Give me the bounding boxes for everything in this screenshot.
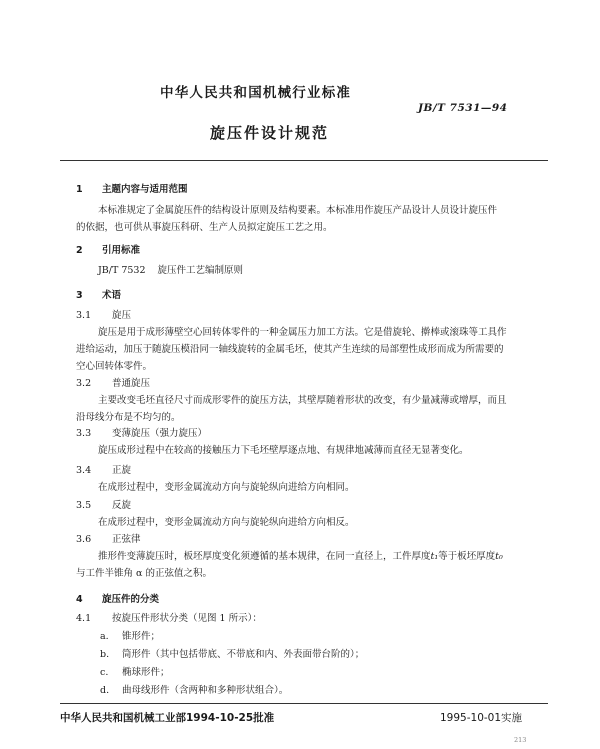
term-number: 3.4	[76, 465, 92, 476]
term-3-3-line-1: 旋压成形过程中在较高的接触压力下毛坯壁厚逐点地、有规律地减薄而直径无显著变化。	[98, 445, 469, 456]
section-1-line-2: 的依据，也可供从事旋压科研、生产人员拟定旋压工艺之用。	[76, 222, 333, 233]
list-item-label: d.	[100, 685, 110, 696]
section-3-heading	[76, 287, 121, 301]
term-number: 3.1	[76, 310, 92, 321]
subsection-4-1	[76, 610, 262, 627]
section-title: 引用标准	[102, 245, 141, 256]
footer-divider	[60, 703, 548, 704]
list-item	[100, 646, 364, 663]
list-item	[100, 628, 160, 645]
term-name: 变薄旋压（强力旋压）	[112, 428, 208, 439]
section-1-heading	[76, 181, 188, 195]
list-item	[100, 664, 170, 681]
term-3-1-line-3: 空心回转体零件。	[76, 361, 153, 372]
approval-line: 中华人民共和国机械工业部1994-10-25批准	[60, 712, 275, 724]
term-3-4-heading	[76, 462, 131, 479]
reference-standard	[98, 262, 243, 279]
term-number: 3.5	[76, 500, 92, 511]
symbol-t0: t₀	[495, 551, 503, 562]
term-number: 3.2	[76, 378, 92, 389]
list-item-label: b.	[100, 649, 110, 660]
term-3-3-heading	[76, 425, 207, 442]
term-3-6-line-2: 与工件半锥角 α 的正弦值之积。	[76, 568, 212, 579]
industry-standard-header: 中华人民共和国机械行业标准	[160, 85, 352, 101]
page-number: 213	[514, 736, 527, 744]
term-3-6-text-b: 等于板坯厚度	[438, 551, 496, 562]
list-item-text: 筒形件（其中包括带底、不带底和内、外表面带台阶的）；	[122, 649, 365, 660]
term-3-1-heading	[76, 307, 131, 324]
term-name: 反旋	[112, 500, 132, 511]
term-3-2-line-1: 主要改变毛坯直径尺寸而成形零件的旋压方法，其壁厚随着形状的改变，有少量减薄或增厚，而且	[98, 395, 507, 406]
term-3-4-line-1: 在成形过程中，变形金属流动方向与旋轮纵向进给方向相同。	[98, 482, 355, 493]
term-number: 3.3	[76, 428, 92, 439]
term-number: 3.6	[76, 534, 92, 545]
section-1-line-1: 本标准规定了金属旋压件的结构设计原则及结构要素。本标准用作旋压产品设计人员设计旋压件	[98, 205, 498, 216]
section-number: 2	[76, 245, 83, 256]
symbol-t1: t₁	[430, 551, 439, 562]
list-item	[100, 682, 288, 699]
effective-date: 1995-10-01实施	[440, 712, 523, 724]
document-title: 旋压件设计规范	[210, 124, 330, 142]
section-number: 4	[76, 594, 83, 605]
term-3-6-heading	[76, 531, 141, 548]
standard-code: JB/T 7531—94	[418, 102, 508, 114]
term-3-5-heading	[76, 497, 131, 514]
list-item-text: 椭球形件；	[122, 667, 170, 678]
list-item-label: a.	[100, 631, 109, 642]
term-3-2-heading	[76, 375, 150, 392]
reference-title: 旋压件工艺编制原则	[157, 265, 244, 276]
subsection-text: 按旋压件形状分类（见图 1 所示）：	[112, 613, 262, 624]
term-name: 正旋	[112, 465, 132, 476]
section-number: 1	[76, 184, 83, 195]
term-3-6-line-1	[98, 548, 503, 565]
term-3-1-line-1: 旋压是用于成形薄壁空心回转体零件的一种金属压力加工方法。它是借旋轮、擀棒或滚珠等工具作	[98, 327, 507, 338]
term-name: 旋压	[112, 310, 132, 321]
reference-code: JB/T 7532	[98, 265, 146, 276]
section-title: 旋压件的分类	[102, 594, 160, 605]
section-title: 术语	[102, 290, 122, 301]
term-3-2-line-2: 沿母线分布是不均匀的。	[76, 412, 181, 423]
section-number: 3	[76, 290, 83, 301]
list-item-text: 锥形件；	[122, 631, 161, 642]
header-divider	[60, 160, 548, 161]
term-3-6-text-a: 推形件变薄旋压时，板坯厚度变化须遵循的基本规律，在同一直径上，工件厚度	[98, 551, 431, 562]
term-name: 普通旋压	[112, 378, 151, 389]
list-item-label: c.	[100, 667, 109, 678]
section-title: 主题内容与适用范围	[102, 184, 188, 195]
term-name: 正弦律	[112, 534, 141, 545]
list-item-text: 曲母线形件（含两种和多种形状组合）。	[122, 685, 289, 696]
subsection-number: 4.1	[76, 613, 92, 624]
term-3-1-line-2: 进给运动，加压于随旋压模沿同一轴线旋转的金属毛坯，使其产生连续的局部塑性成形而成为所需要的	[76, 344, 504, 355]
section-4-heading	[76, 591, 159, 605]
section-2-heading	[76, 242, 140, 256]
term-3-5-line-1: 在成形过程中，变形金属流动方向与旋轮纵向进给方向相反。	[98, 517, 355, 528]
